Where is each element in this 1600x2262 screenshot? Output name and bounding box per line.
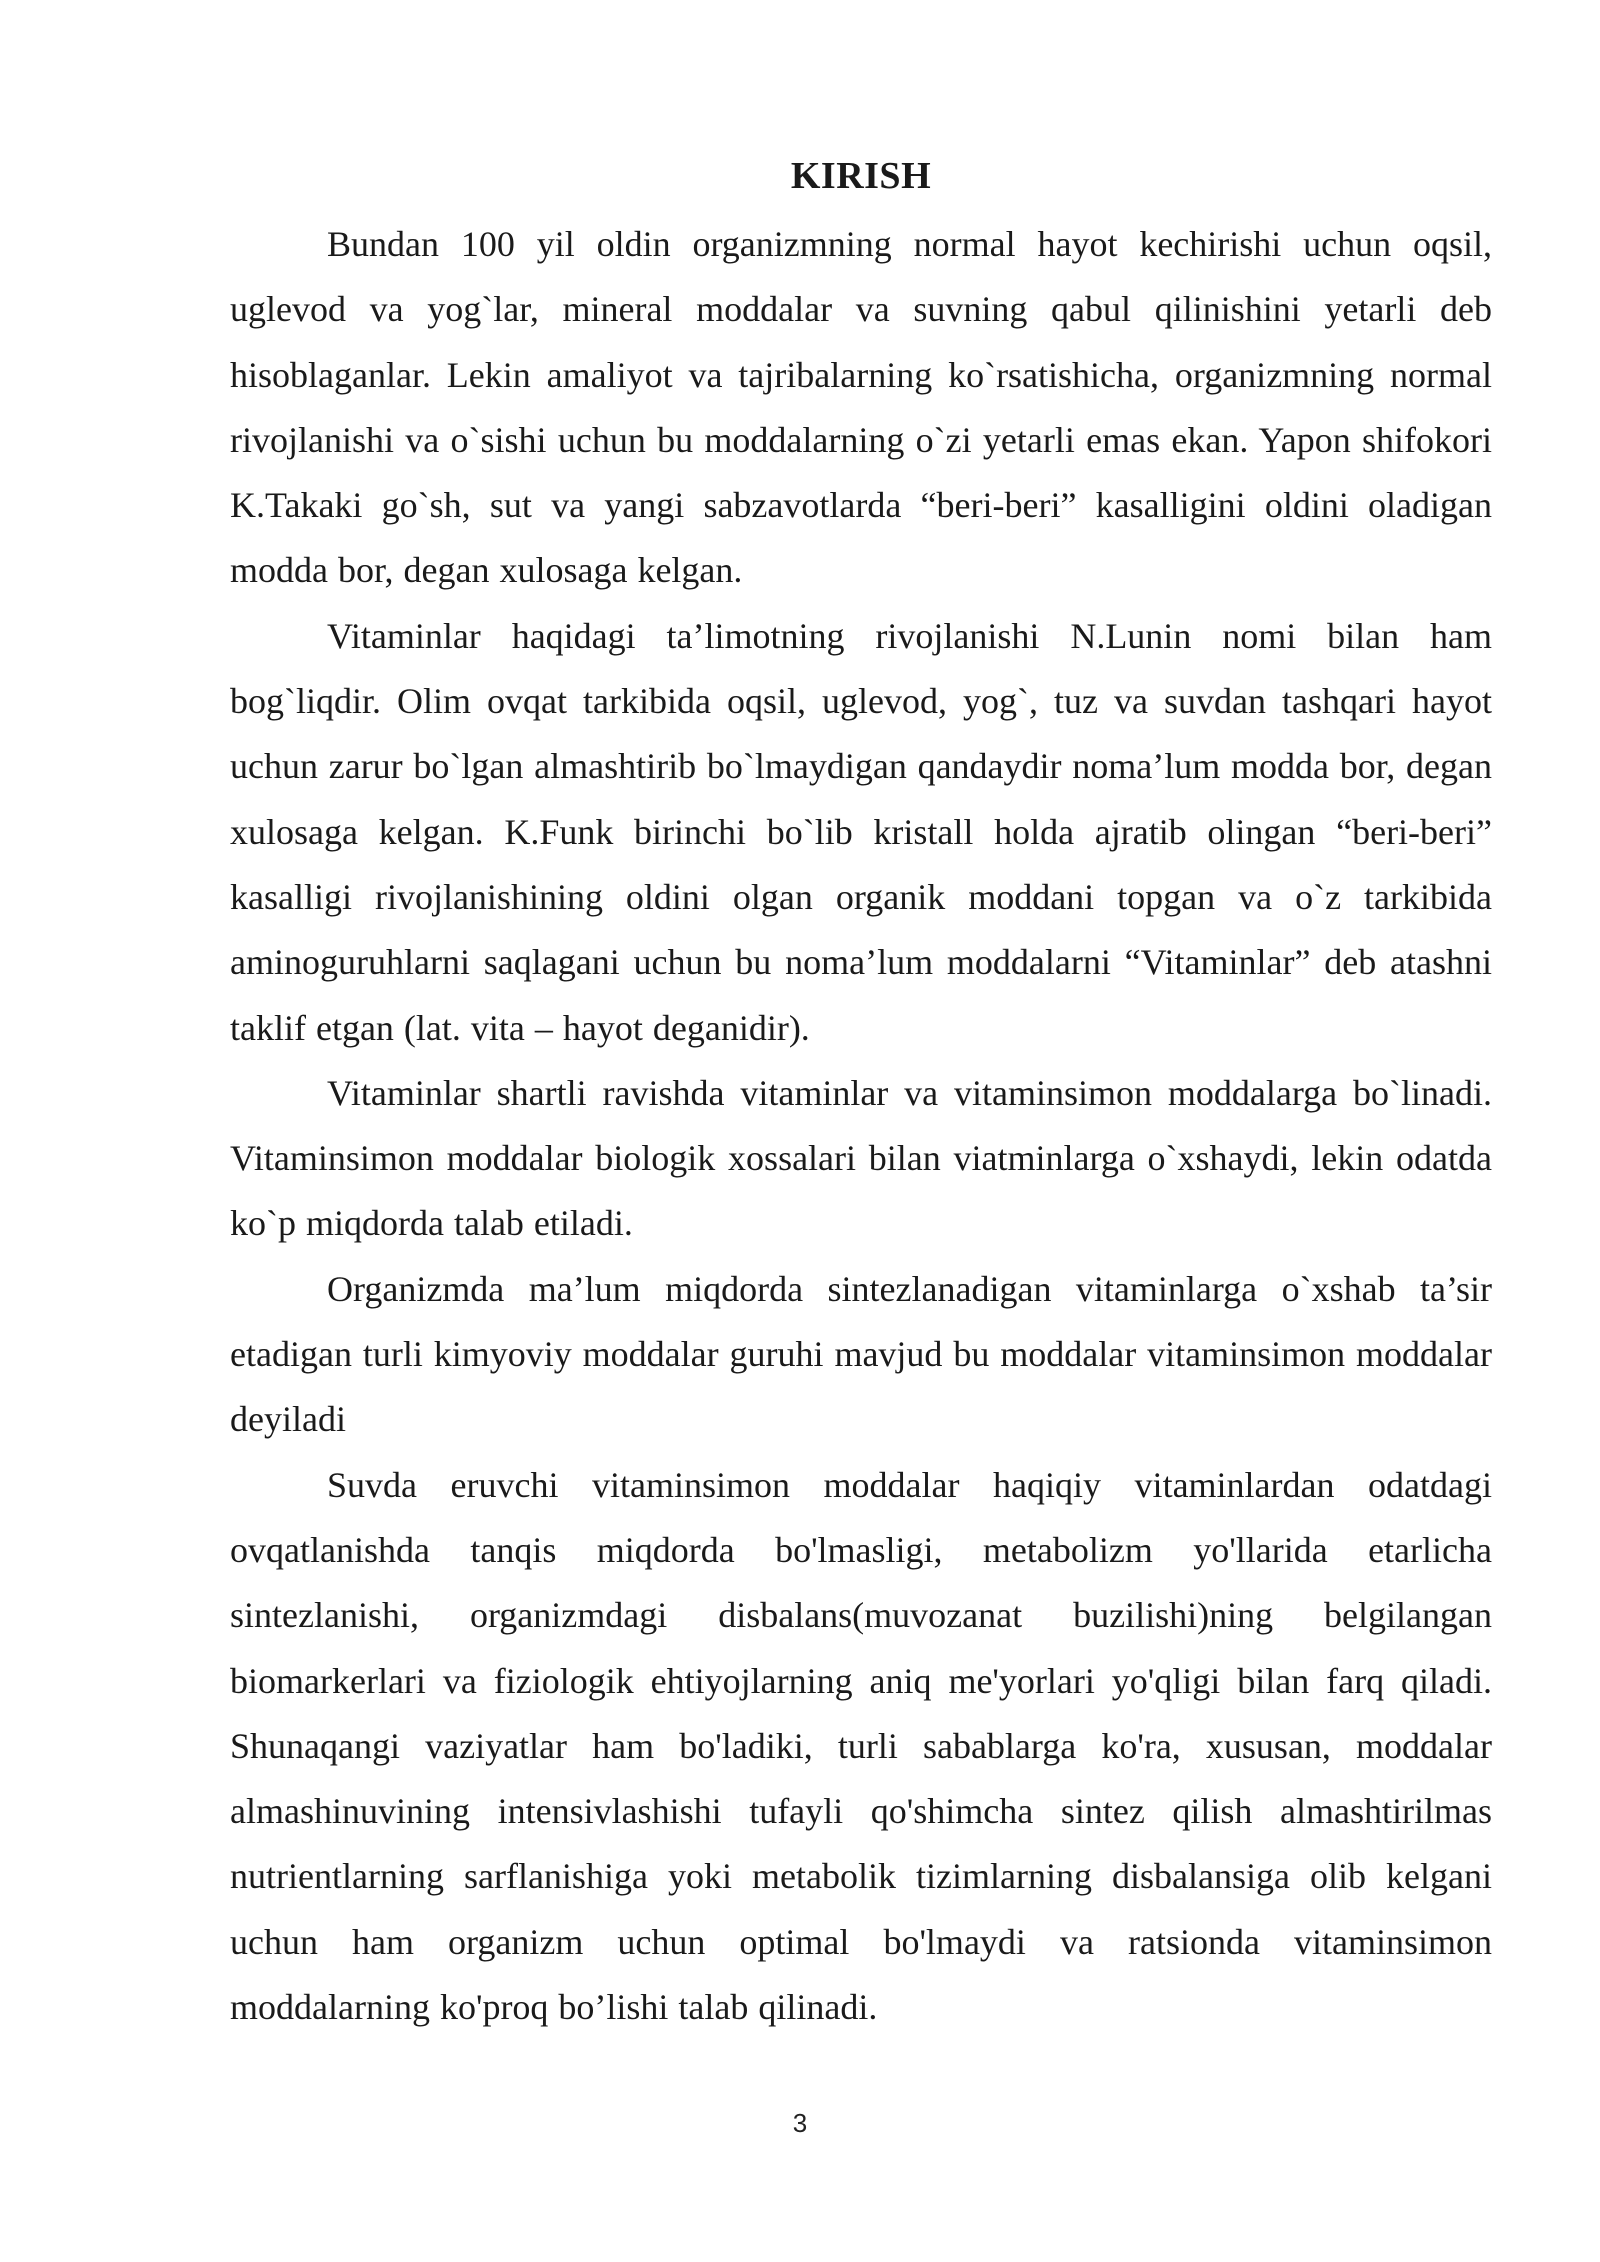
- paragraph-2: Vitaminlar haqidagi ta’limotning rivojlanishi N.Lunin nomi bilan ham bog`liqdir. Olim ovqat tarkibida oqsil, uglevod, yog`, tuz va suvdan tashqari hayot uchun zarur bo`lgan almashtirib bo`lmaydigan qandaydir noma’lum modda bor, degan xulosaga kelgan. K.Funk birinchi bo`lib kristall holda ajratib olingan “beri-beri” kasalligi rivojlanishining oldini olgan organik moddani topgan va o`z tarkibida aminoguruhlarni saqlagani uchun bu noma’lum moddalarni “Vitaminlar” deb atashni taklif etgan (lat. vita – hayot deganidir).: [230, 615, 1492, 1048]
- page-number: 3: [792, 2108, 808, 2138]
- paragraph-1: Bundan 100 yil oldin organizmning normal hayot kechirishi uchun oqsil, uglevod va yog`lar, mineral moddalar va suvning qabul qilinishini yetarli deb hisoblaganlar. Lekin amaliyot va tajribalarning ko`rsatishicha, organizmning normal rivojlanishi va o`sishi uchun bu moddalarning o`zi yetarli emas ekan. Yapon shifokori K.Takaki go`sh, sut va yangi sabzavotlarda “beri-beri” kasalligini oldini oladigan modda bor, degan xulosaga kelgan.: [230, 224, 1492, 591]
- paragraph-4: Organizmda ma’lum miqdorda sintezlanadigan vitaminlarga o`xshab ta’sir etadigan turli kimyoviy moddalar guruhi mavjud bu moddalar vitaminsimon moddalar deyiladi: [230, 1268, 1492, 1440]
- page-content: [230, 148, 1492, 2040]
- paragraph-3: Vitaminlar shartli ravishda vitaminlar va vitaminsimon moddalarga bo`linadi. Vitaminsimon moddalar biologik xossalari bilan viatminlarga o`xshaydi, lekin odatda ko`p miqdorda talab etiladi.: [230, 1072, 1492, 1244]
- page-title: KIRISH: [790, 155, 932, 197]
- paragraph-5: Suvda eruvchi vitaminsimon moddalar haqiqiy vitaminlardan odatdagi ovqatlanishda tanqis miqdorda bo'lmasligi, metabolizm yo'llarida etarlicha sintezlanishi, organizmdagi disbalans(muvozanat buzilishi)ning belgilangan biomarkerlari va fiziologik ehtiyojlarning aniq me'yorlari yo'qligi bilan farq qiladi. Shunaqangi vaziyatlar ham bo'ladiki, turli sabablarga ko'ra, xususan, moddalar almashinuvining intensivlashishi tufayli qo'shimcha sintez qilish almashtirilmas nutrientlarning sarflanishiga yoki metabolik tizimlarning disbalansiga olib kelgani uchun ham organizm uchun optimal bo'lmaydi va ratsionda vitaminsimon moddalarning ko'proq bo’lishi talab qilinadi.: [230, 1464, 1492, 2028]
